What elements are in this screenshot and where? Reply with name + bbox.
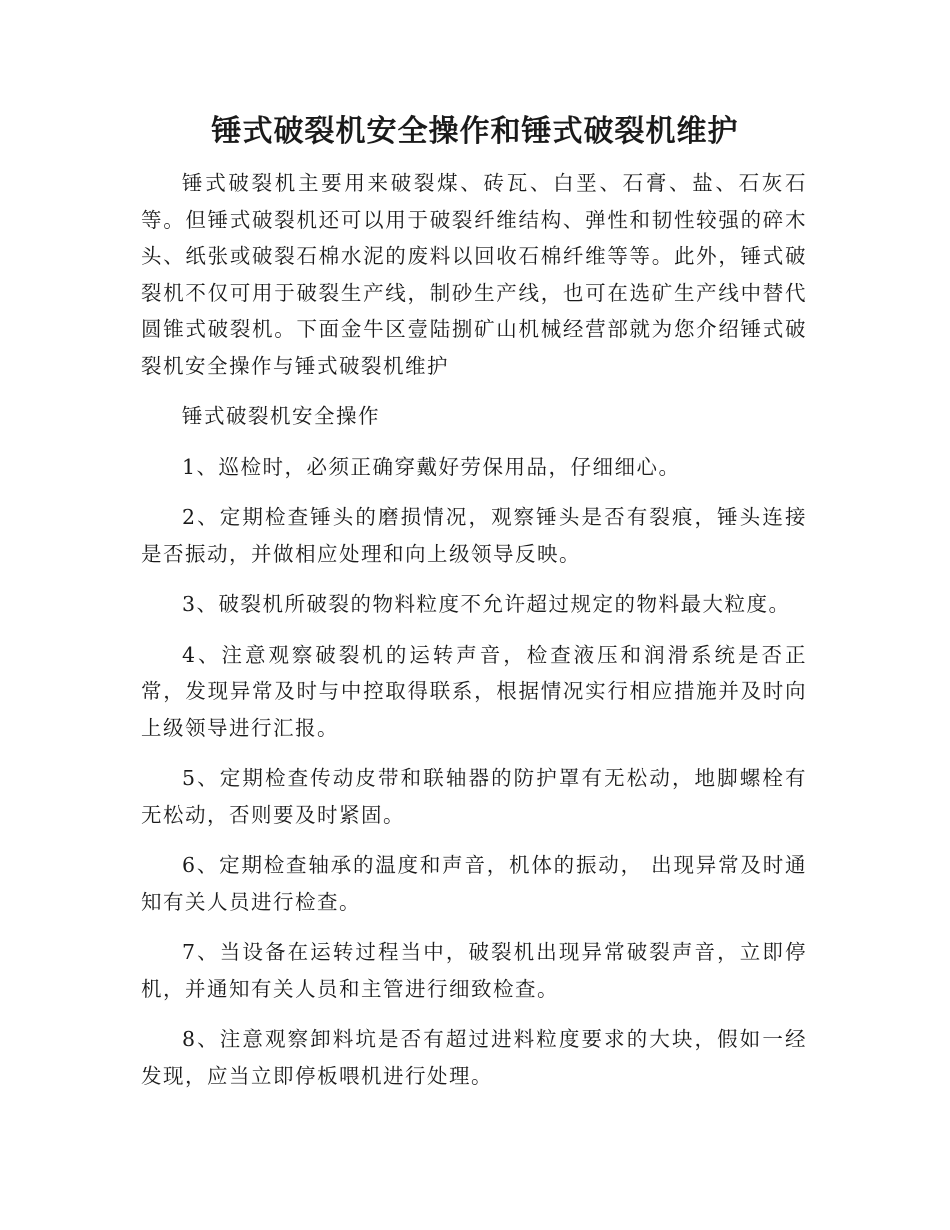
list-item: 4、注意观察破裂机的运转声音，检查液压和润滑系统是否正常，发现异常及时与中控取得联系，根据情况实行相应措施并及时向上级领导进行汇报。 <box>141 642 807 740</box>
list-item: 1、巡检时，必须正确穿戴好劳保用品，仔细细心。 <box>182 454 681 479</box>
intro-paragraph: 锤式破裂机主要用来破裂煤、砖瓦、白垩、石膏、盐、石灰石等。但锤式破裂机还可以用于破裂纤维结构、弹性和韧性较强的碎木头、纸张或破裂石棉水泥的废料以回收石棉纤维等等。此外，锤式破裂机不仅可用于破裂生产线，制砂生产线，也可在选矿生产线中替代圆锥式破裂机。下面金牛区壹陆捌矿山机械经营部就为您介绍锤式破裂机安全操作与锤式破裂机维护 <box>141 171 807 378</box>
list-item: 3、破裂机所破裂的物料粒度不允许超过规定的物料最大粒度。 <box>182 592 791 616</box>
list-item: 2、定期检查锤头的磨损情况，观察锤头是否有裂痕，锤头连接是否振动，并做相应处理和向上级领导反映。 <box>141 505 807 566</box>
list-item: 5、定期检查传动皮带和联轴器的防护罩有无松动，地脚螺栓有无松动，否则要及时紧固。 <box>141 766 807 827</box>
section-heading: 锤式破裂机安全操作 <box>182 404 380 428</box>
document-title: 锤式破裂机安全操作和锤式破裂机维护 <box>211 114 739 149</box>
list-item: 6、定期检查轴承的温度和声音，机体的振动， 出现异常及时通知有关人员进行检查。 <box>141 853 807 914</box>
list-item: 8、注意观察卸料坑是否有超过进料粒度要求的大块，假如一经发现，应当立即停板喂机进行处理。 <box>141 1027 807 1088</box>
document-body <box>141 165 807 1108</box>
list-item: 7、当设备在运转过程当中，破裂机出现异常破裂声音，立即停机，并通知有关人员和主管进行细致检查。 <box>141 940 807 1001</box>
